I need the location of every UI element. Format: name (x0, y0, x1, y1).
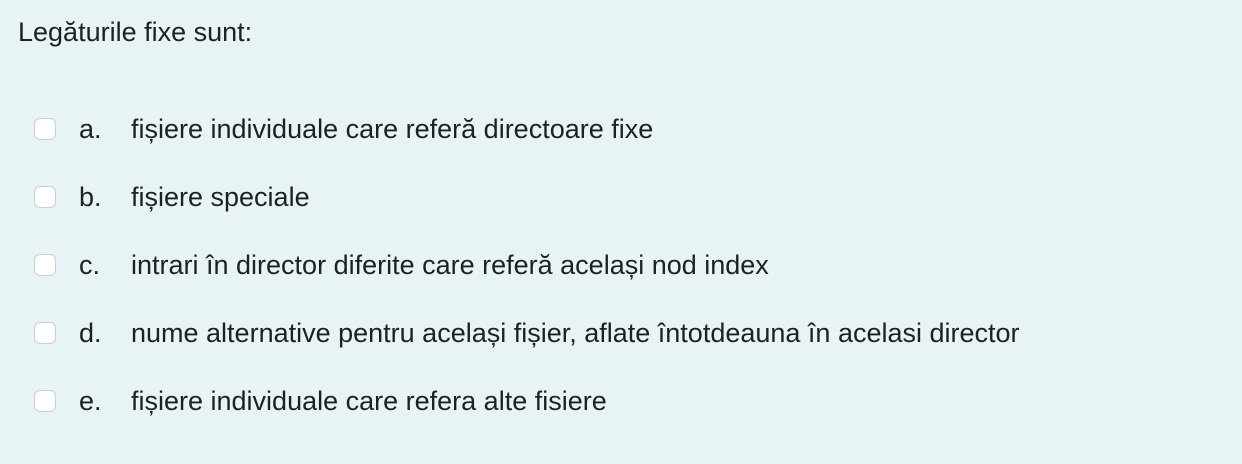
answer-option-a[interactable] (34, 95, 1020, 163)
answer-text[interactable]: fișiere individuale care refera alte fisiere (131, 386, 607, 416)
answer-text[interactable]: fișiere speciale (131, 182, 310, 212)
answer-option-b[interactable] (34, 163, 1020, 231)
checkbox-icon[interactable] (34, 390, 56, 412)
answer-text[interactable]: fișiere individuale care referă directoare fixe (131, 114, 654, 144)
answer-option-e[interactable] (34, 367, 1020, 435)
answer-letter: e. (79, 386, 102, 416)
checkbox-icon[interactable] (34, 254, 56, 276)
answer-text[interactable]: nume alternative pentru același fișier, aflate întotdeauna în acelasi director (131, 318, 1020, 348)
question-prompt: Legăturile fixe sunt: (18, 17, 253, 47)
answer-list (34, 95, 1020, 435)
answer-letter: d. (79, 318, 102, 348)
checkbox-icon[interactable] (34, 322, 56, 344)
answer-option-d[interactable] (34, 299, 1020, 367)
answer-letter: b. (79, 182, 102, 212)
answer-option-c[interactable] (34, 231, 1020, 299)
answer-letter: a. (79, 114, 102, 144)
checkbox-icon[interactable] (34, 118, 56, 140)
answer-text[interactable]: intrari în director diferite care referă același nod index (131, 250, 769, 280)
answer-letter: c. (79, 250, 101, 280)
checkbox-icon[interactable] (34, 186, 56, 208)
